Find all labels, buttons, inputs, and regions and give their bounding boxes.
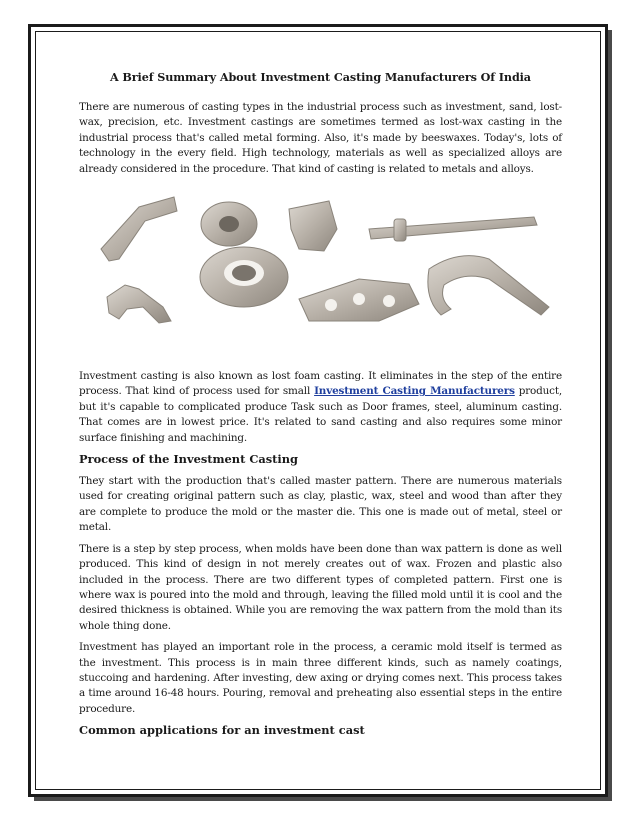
hook-part bbox=[428, 256, 549, 315]
paragraph-lost-foam bbox=[79, 369, 562, 446]
paragraph-investment-mold: Investment has played an important role in the process, a ceramic mold itself is termed as the investment. This process is in main three different kinds, such as namely coatings, stuccoing and hardening. After investing, dew axing or drying comes next. This process takes a time around 16-48 hours. Pouring, removal and preheating also essential steps in the entire procedure. bbox=[79, 641, 562, 715]
document-title: A Brief Summary About Investment Casting Manufacturers Of India bbox=[110, 70, 531, 84]
paragraph-intro: There are numerous of casting types in the industrial process such as investment, sand, lost-wax, precision, etc. Investment castings are sometimes termed as lost-wax casting in the industrial process that's called metal forming. Also, it's made by beeswaxes. Today's, lots of technology in the every field. High technology, materials as well as specialized alloys are already considered in the procedure. That kind of casting is related to metals and alloys. bbox=[79, 101, 562, 175]
bracket-part bbox=[289, 201, 337, 251]
casting-parts-illustration bbox=[79, 189, 562, 349]
lever-part bbox=[101, 197, 177, 261]
section-heading-process: Process of the Investment Casting bbox=[79, 452, 299, 467]
page-border-shadow-bottom bbox=[34, 797, 612, 801]
page-border-shadow-right bbox=[608, 30, 612, 801]
section-heading-applications: Common applications for an investment cast bbox=[79, 723, 365, 738]
investment-casting-manufacturers-link[interactable]: Investment Casting Manufacturers bbox=[314, 385, 515, 398]
paragraph-wax-pattern: There is a step by step process, when molds have been done than wax pattern is done as well produced. This kind of design in not merely creates out of wax. Frozen and plastic also included in the process. There are two different types of completed pattern. First one is where wax is poured into the mold and through, leaving the filled mold until it is cool and the desired thickness is obtained. While you are removing the wax pattern from the mold than its whole thing done. bbox=[79, 542, 562, 632]
paragraph-text-start: Investment casting is also known as lost foam casting. It eliminates in the step of the entire process. That kind of process used for small bbox=[79, 370, 562, 398]
paragraph-master-pattern: They start with the production that's called master pattern. There are numerous materials used for creating original pattern such as clay, plastic, wax, steel and wood than after they are complete to produce the mold or the master die. This one is made out of metal, steel or metal. bbox=[79, 475, 562, 534]
fork-part-left bbox=[107, 285, 171, 323]
document-body bbox=[79, 70, 562, 745]
paragraph-text-end: product, but it's capable to complicated produce Task such as Door frames, steel, aluminum casting. That comes are in lowest price. It's related to sand casting and also requires some minor surface finishing and machining. bbox=[79, 385, 563, 444]
casting-parts-photo bbox=[79, 189, 562, 349]
